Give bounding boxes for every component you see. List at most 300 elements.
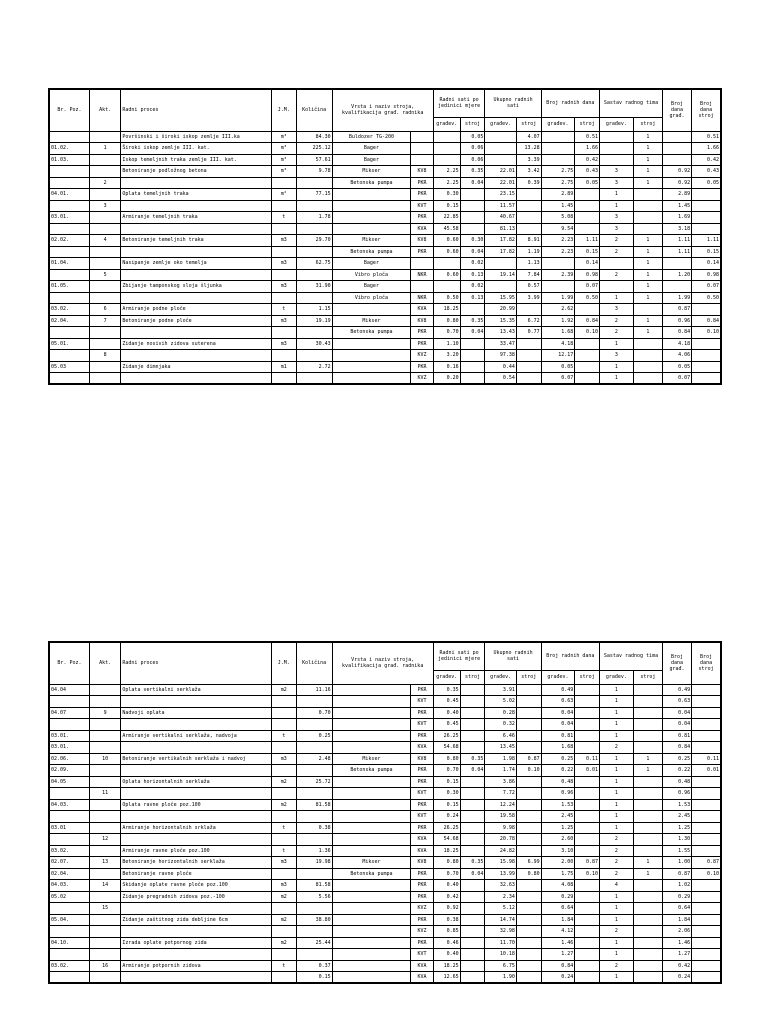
cell-dana-graf: 0.07 — [541, 373, 575, 385]
cell-broj-dana-stroj — [692, 730, 721, 742]
cell-sati-stroj — [460, 730, 485, 742]
cell-sati-stroj: 0.35 — [460, 753, 485, 765]
cell-kval: PKR — [411, 246, 433, 258]
cell-dana-graf: 3.10 — [541, 845, 575, 857]
cell-vrsta — [332, 350, 411, 362]
cell-broj-dana-stroj — [692, 960, 721, 972]
cell-sati-graf: 26.25 — [433, 730, 460, 742]
cell-jm: m2 — [271, 891, 296, 903]
cell-ukupno-stroj: 1.13 — [516, 258, 541, 270]
cell-akt — [89, 246, 120, 258]
cell-sati-stroj: 0.13 — [460, 292, 485, 304]
cell-broj-dana-graf: 0.25 — [662, 753, 691, 765]
cell-dana-stroj: 0.42 — [575, 154, 600, 166]
cell-broj-dana-stroj — [692, 776, 721, 788]
cell-tim-graf: 2 — [600, 845, 634, 857]
cell-ukupno-stroj: 3.42 — [516, 166, 541, 178]
cell-vrsta — [332, 834, 411, 846]
table-row — [49, 200, 721, 212]
cell-radni-proces — [121, 788, 272, 800]
cell-broj-dana-stroj: 0.51 — [692, 131, 721, 143]
header-vrsta: Vrsta i naziv stroja, kvalifikacija građ. radnika — [332, 89, 433, 131]
cell-dana-stroj: 1.66 — [575, 143, 600, 155]
cell-tim-graf: 1 — [600, 707, 634, 719]
cell-dana-graf — [541, 131, 575, 143]
cell-jm: m3 — [271, 235, 296, 247]
cell-broj-dana-stroj: 0.10 — [692, 868, 721, 880]
cell-broj-dana-stroj: 1.66 — [692, 143, 721, 155]
cell-kolicina — [296, 269, 332, 281]
cell-tim-stroj — [633, 903, 662, 915]
cell-tim-graf: 1 — [600, 949, 634, 961]
subheader-stroj: stroj — [575, 117, 600, 131]
cell-ukupno-graf: 81.13 — [485, 223, 516, 235]
cell-kolicina: 30.43 — [296, 338, 332, 350]
cell-tim-graf: 2 — [600, 926, 634, 938]
cell-sati-stroj — [460, 914, 485, 926]
cell-ukupno-graf: 14.74 — [485, 914, 516, 926]
cell-sati-graf: 18.25 — [433, 304, 460, 316]
cell-jm: m3 — [271, 315, 296, 327]
cell-jm: m2 — [271, 799, 296, 811]
cell-jm: m3 — [271, 258, 296, 270]
cell-kval — [411, 154, 433, 166]
cell-sati-graf: 0.70 — [433, 327, 460, 339]
header-br-poz: Br. Poz. — [49, 89, 89, 131]
cell-kolicina — [296, 742, 332, 754]
table-row — [49, 937, 721, 949]
cell-ukupno-graf: 97.38 — [485, 350, 516, 362]
cell-tim-graf: 1 — [600, 753, 634, 765]
cell-radni-proces — [121, 742, 272, 754]
table-sheet-1 — [48, 88, 722, 385]
cell-br-poz — [49, 903, 89, 915]
cell-br-poz — [49, 350, 89, 362]
cell-radni-proces: Armiranje vertikalni serklaža, nadvoja — [121, 730, 272, 742]
cell-jm — [271, 742, 296, 754]
cell-tim-stroj — [633, 891, 662, 903]
cell-sati-stroj — [460, 949, 485, 961]
cell-sati-stroj — [460, 937, 485, 949]
cell-broj-dana-stroj: 0.01 — [692, 765, 721, 777]
cell-akt: 16 — [89, 960, 120, 972]
cell-akt — [89, 742, 120, 754]
cell-ukupno-graf: 20.78 — [485, 834, 516, 846]
cell-ukupno-graf — [485, 154, 516, 166]
cell-tim-stroj — [633, 373, 662, 385]
cell-dana-graf: 2.62 — [541, 304, 575, 316]
cell-sati-stroj — [460, 350, 485, 362]
cell-akt — [89, 845, 120, 857]
cell-tim-graf: 2 — [600, 235, 634, 247]
cell-dana-stroj — [575, 914, 600, 926]
cell-br-poz: 04.03. — [49, 799, 89, 811]
cell-vrsta — [332, 960, 411, 972]
cell-kolicina: 25.44 — [296, 937, 332, 949]
cell-ukupno-stroj: 0.39 — [516, 177, 541, 189]
cell-br-poz — [49, 200, 89, 212]
cell-br-poz: 04.03. — [49, 880, 89, 892]
cell-dana-stroj — [575, 719, 600, 731]
cell-jm: m1 — [271, 361, 296, 373]
cell-dana-stroj — [575, 926, 600, 938]
cell-sati-stroj — [460, 845, 485, 857]
cell-sati-stroj — [460, 719, 485, 731]
cell-br-poz — [49, 834, 89, 846]
cell-jm — [271, 373, 296, 385]
cell-radni-proces: Betoniranje podne ploče — [121, 315, 272, 327]
cell-sati-graf: 0.30 — [433, 788, 460, 800]
cell-tim-stroj — [633, 223, 662, 235]
cell-tim-stroj — [633, 834, 662, 846]
cell-sati-stroj — [460, 212, 485, 224]
cell-kolicina: 1.78 — [296, 212, 332, 224]
cell-akt — [89, 189, 120, 201]
cell-dana-stroj: 0.84 — [575, 315, 600, 327]
cell-kval: PKR — [411, 707, 433, 719]
cell-tim-stroj: 1 — [633, 131, 662, 143]
cell-ukupno-graf: 0.54 — [485, 373, 516, 385]
cell-dana-stroj — [575, 189, 600, 201]
cell-ukupno-graf: 11.57 — [485, 200, 516, 212]
cell-akt — [89, 281, 120, 293]
cell-vrsta: Bager — [332, 143, 411, 155]
subheader-graf: građev. — [541, 117, 575, 131]
cell-ukupno-stroj: 1.19 — [516, 246, 541, 258]
cell-vrsta — [332, 707, 411, 719]
cell-kolicina — [296, 696, 332, 708]
cell-jm — [271, 903, 296, 915]
table-row — [49, 960, 721, 972]
cell-br-poz: 02.04. — [49, 315, 89, 327]
cell-vrsta — [332, 949, 411, 961]
cell-broj-dana-stroj: 0.14 — [692, 258, 721, 270]
cell-broj-dana-graf: 0.87 — [662, 868, 691, 880]
cell-ukupno-stroj — [516, 719, 541, 731]
cell-broj-dana-stroj: 0.10 — [692, 327, 721, 339]
cell-ukupno-stroj — [516, 212, 541, 224]
cell-tim-stroj: 1 — [633, 177, 662, 189]
cell-dana-graf: 1.75 — [541, 868, 575, 880]
cell-vrsta — [332, 189, 411, 201]
cell-tim-graf — [600, 143, 634, 155]
cell-akt — [89, 223, 120, 235]
cell-tim-stroj: 1 — [633, 154, 662, 166]
table-row — [49, 315, 721, 327]
cell-broj-dana-graf: 1.11 — [662, 246, 691, 258]
cell-ukupno-graf: 32.98 — [485, 926, 516, 938]
cell-br-poz: 05.02 — [49, 891, 89, 903]
cell-dana-stroj: 0.15 — [575, 246, 600, 258]
cell-kval — [411, 258, 433, 270]
cell-dana-graf: 1.45 — [541, 200, 575, 212]
cell-kolicina — [296, 903, 332, 915]
cell-ukupno-stroj — [516, 972, 541, 984]
cell-kval: NKR — [411, 269, 433, 281]
cell-kval: KVT — [411, 949, 433, 961]
cell-broj-dana-stroj — [692, 696, 721, 708]
cell-dana-graf: 4.08 — [541, 880, 575, 892]
cell-broj-dana-stroj — [692, 189, 721, 201]
cell-radni-proces — [121, 903, 272, 915]
cell-ukupno-stroj — [516, 776, 541, 788]
cell-kval: KVA — [411, 960, 433, 972]
cell-ukupno-graf: 2.34 — [485, 891, 516, 903]
schedule-table — [48, 88, 722, 385]
cell-akt: 4 — [89, 235, 120, 247]
cell-tim-graf: 2 — [600, 315, 634, 327]
table-row — [49, 281, 721, 293]
cell-ukupno-stroj — [516, 304, 541, 316]
cell-dana-graf: 0.22 — [541, 765, 575, 777]
cell-broj-dana-graf: 0.63 — [662, 696, 691, 708]
cell-radni-proces — [121, 200, 272, 212]
cell-tim-graf: 4 — [600, 880, 634, 892]
header-radni-proces: Radni proces — [121, 642, 272, 684]
cell-radni-proces: Zidanje pregradnih zidova poz.-100 — [121, 891, 272, 903]
cell-vrsta — [332, 937, 411, 949]
cell-kval: PKR — [411, 338, 433, 350]
cell-ukupno-graf: 1.90 — [485, 972, 516, 984]
cell-br-poz: 04.01. — [49, 189, 89, 201]
cell-sati-graf: 0.40 — [433, 949, 460, 961]
cell-akt — [89, 166, 120, 178]
cell-vrsta — [332, 696, 411, 708]
cell-broj-dana-stroj — [692, 338, 721, 350]
cell-broj-dana-graf: 0.48 — [662, 776, 691, 788]
cell-vrsta — [332, 373, 411, 385]
cell-sati-graf: 54.68 — [433, 834, 460, 846]
cell-tim-graf: 2 — [600, 960, 634, 972]
cell-ukupno-graf: 6.75 — [485, 960, 516, 972]
cell-ukupno-stroj — [516, 891, 541, 903]
cell-sati-graf: 0.40 — [433, 880, 460, 892]
cell-br-poz: 02.02. — [49, 235, 89, 247]
cell-vrsta — [332, 223, 411, 235]
cell-radni-proces — [121, 811, 272, 823]
cell-broj-dana-stroj — [692, 799, 721, 811]
cell-jm — [271, 223, 296, 235]
cell-kolicina: 2.48 — [296, 753, 332, 765]
table-row — [49, 822, 721, 834]
cell-kolicina: 62.75 — [296, 258, 332, 270]
cell-ukupno-graf: 3.91 — [485, 684, 516, 696]
table-row — [49, 292, 721, 304]
cell-akt — [89, 891, 120, 903]
cell-radni-proces: Betoniranje horizontalnih serklaža — [121, 857, 272, 869]
cell-sati-stroj — [460, 742, 485, 754]
cell-sati-stroj — [460, 960, 485, 972]
cell-ukupno-graf: 15.98 — [485, 857, 516, 869]
table-row — [49, 223, 721, 235]
cell-sati-stroj — [460, 707, 485, 719]
schedule-table — [48, 641, 722, 984]
cell-kval: KVZ — [411, 373, 433, 385]
table-row — [49, 811, 721, 823]
table-row — [49, 926, 721, 938]
cell-dana-stroj: 0.50 — [575, 292, 600, 304]
cell-br-poz — [49, 269, 89, 281]
cell-jm: m3 — [271, 753, 296, 765]
cell-vrsta — [332, 799, 411, 811]
cell-broj-dana-graf — [662, 143, 691, 155]
header-radni-sati: Radni sati po jedinici mjere — [433, 89, 485, 117]
cell-ukupno-stroj — [516, 949, 541, 961]
cell-ukupno-graf: 40.67 — [485, 212, 516, 224]
cell-jm: m³ — [271, 154, 296, 166]
cell-kval: KVT — [411, 719, 433, 731]
header-jm: J.M. — [271, 89, 296, 131]
cell-broj-dana-stroj: 1.11 — [692, 235, 721, 247]
cell-radni-proces — [121, 834, 272, 846]
cell-akt — [89, 811, 120, 823]
cell-tim-graf: 1 — [600, 776, 634, 788]
cell-broj-dana-graf: 1.53 — [662, 799, 691, 811]
cell-kolicina — [296, 177, 332, 189]
cell-broj-dana-graf: 0.92 — [662, 166, 691, 178]
cell-broj-dana-stroj — [692, 212, 721, 224]
cell-tim-stroj — [633, 926, 662, 938]
subheader-graf: građev. — [600, 670, 634, 684]
cell-dana-stroj — [575, 304, 600, 316]
cell-radni-proces — [121, 223, 272, 235]
cell-dana-graf — [541, 143, 575, 155]
cell-broj-dana-graf — [662, 154, 691, 166]
cell-dana-stroj — [575, 834, 600, 846]
cell-dana-stroj: 0.11 — [575, 753, 600, 765]
cell-sati-stroj: 0.04 — [460, 765, 485, 777]
cell-vrsta — [332, 903, 411, 915]
table-row — [49, 730, 721, 742]
cell-broj-dana-graf: 1.00 — [662, 857, 691, 869]
cell-radni-proces — [121, 972, 272, 984]
cell-jm: m³ — [271, 143, 296, 155]
table-row — [49, 177, 721, 189]
cell-ukupno-graf: 33.47 — [485, 338, 516, 350]
subheader-graf: građev. — [433, 117, 460, 131]
cell-sati-graf: 0.35 — [433, 684, 460, 696]
cell-sati-stroj: 0.04 — [460, 868, 485, 880]
cell-kolicina: 38.80 — [296, 914, 332, 926]
cell-dana-stroj — [575, 949, 600, 961]
cell-dana-graf: 4.12 — [541, 926, 575, 938]
cell-tim-graf: 1 — [600, 914, 634, 926]
cell-ukupno-graf: 13.99 — [485, 868, 516, 880]
cell-vrsta — [332, 212, 411, 224]
cell-broj-dana-graf: 0.49 — [662, 684, 691, 696]
cell-sati-graf: 0.40 — [433, 707, 460, 719]
cell-vrsta — [332, 891, 411, 903]
cell-broj-dana-graf: 1.45 — [662, 200, 691, 212]
cell-tim-graf: 3 — [600, 304, 634, 316]
cell-tim-stroj — [633, 200, 662, 212]
cell-jm — [271, 811, 296, 823]
cell-radni-proces — [121, 765, 272, 777]
cell-ukupno-stroj: 6.99 — [516, 857, 541, 869]
cell-br-poz — [49, 926, 89, 938]
cell-ukupno-graf: 23.15 — [485, 189, 516, 201]
cell-sati-graf: 2.25 — [433, 166, 460, 178]
cell-sati-stroj: 0.06 — [460, 143, 485, 155]
cell-vrsta: Bager — [332, 281, 411, 293]
cell-dana-graf: 2.75 — [541, 166, 575, 178]
cell-sati-graf: 2.25 — [433, 177, 460, 189]
cell-akt — [89, 730, 120, 742]
cell-ukupno-stroj: 6.72 — [516, 315, 541, 327]
cell-radni-proces: Površinski i široki iskop zemlje III.ka — [121, 131, 272, 143]
subheader-stroj: stroj — [516, 670, 541, 684]
cell-ukupno-stroj — [516, 914, 541, 926]
cell-vrsta: Bager — [332, 258, 411, 270]
cell-akt: 15 — [89, 903, 120, 915]
cell-ukupno-stroj: 3.99 — [516, 292, 541, 304]
cell-sati-graf: 0.16 — [433, 361, 460, 373]
cell-dana-stroj — [575, 903, 600, 915]
cell-dana-graf: 0.96 — [541, 788, 575, 800]
cell-kolicina — [296, 834, 332, 846]
cell-broj-dana-stroj — [692, 949, 721, 961]
cell-broj-dana-graf: 0.84 — [662, 742, 691, 754]
cell-akt: 8 — [89, 350, 120, 362]
cell-ukupno-stroj — [516, 960, 541, 972]
cell-sati-stroj: 0.02 — [460, 258, 485, 270]
cell-akt — [89, 154, 120, 166]
cell-tim-graf: 2 — [600, 834, 634, 846]
header-radni-proces: Radni proces — [121, 89, 272, 131]
table-row — [49, 696, 721, 708]
cell-br-poz: 03.01. — [49, 742, 89, 754]
cell-broj-dana-graf: 0.92 — [662, 177, 691, 189]
cell-kval: KVT — [411, 696, 433, 708]
cell-br-poz — [49, 719, 89, 731]
cell-jm: m3 — [271, 857, 296, 869]
cell-tim-graf: 2 — [600, 868, 634, 880]
cell-ukupno-stroj — [516, 696, 541, 708]
cell-br-poz: 01.02. — [49, 143, 89, 155]
cell-dana-graf: 2.60 — [541, 834, 575, 846]
cell-kolicina: 5.56 — [296, 891, 332, 903]
cell-broj-dana-graf: 0.22 — [662, 765, 691, 777]
cell-akt: 5 — [89, 269, 120, 281]
cell-kolicina — [296, 246, 332, 258]
cell-kval: PKR — [411, 868, 433, 880]
cell-dana-stroj: 0.87 — [575, 857, 600, 869]
cell-broj-dana-graf: 0.96 — [662, 315, 691, 327]
cell-sati-stroj: 0.04 — [460, 177, 485, 189]
cell-jm: t — [271, 730, 296, 742]
cell-jm — [271, 719, 296, 731]
cell-radni-proces: Armiranje podne ploče — [121, 304, 272, 316]
cell-vrsta: Mikser — [332, 235, 411, 247]
header-radni-sati: Radni sati po jedinici mjere — [433, 642, 485, 670]
cell-br-poz: 03.02. — [49, 960, 89, 972]
cell-dana-stroj — [575, 937, 600, 949]
cell-kolicina — [296, 373, 332, 385]
cell-jm: m3 — [271, 281, 296, 293]
cell-sati-graf: 45.58 — [433, 223, 460, 235]
cell-broj-dana-stroj: 0.05 — [692, 177, 721, 189]
cell-dana-stroj — [575, 880, 600, 892]
cell-kolicina — [296, 765, 332, 777]
cell-akt: 2 — [89, 177, 120, 189]
cell-vrsta — [332, 811, 411, 823]
subheader-graf: građev. — [433, 670, 460, 684]
cell-kolicina: 0.25 — [296, 730, 332, 742]
cell-broj-dana-stroj — [692, 223, 721, 235]
table-row — [49, 788, 721, 800]
cell-broj-dana-graf — [662, 258, 691, 270]
cell-jm — [271, 177, 296, 189]
